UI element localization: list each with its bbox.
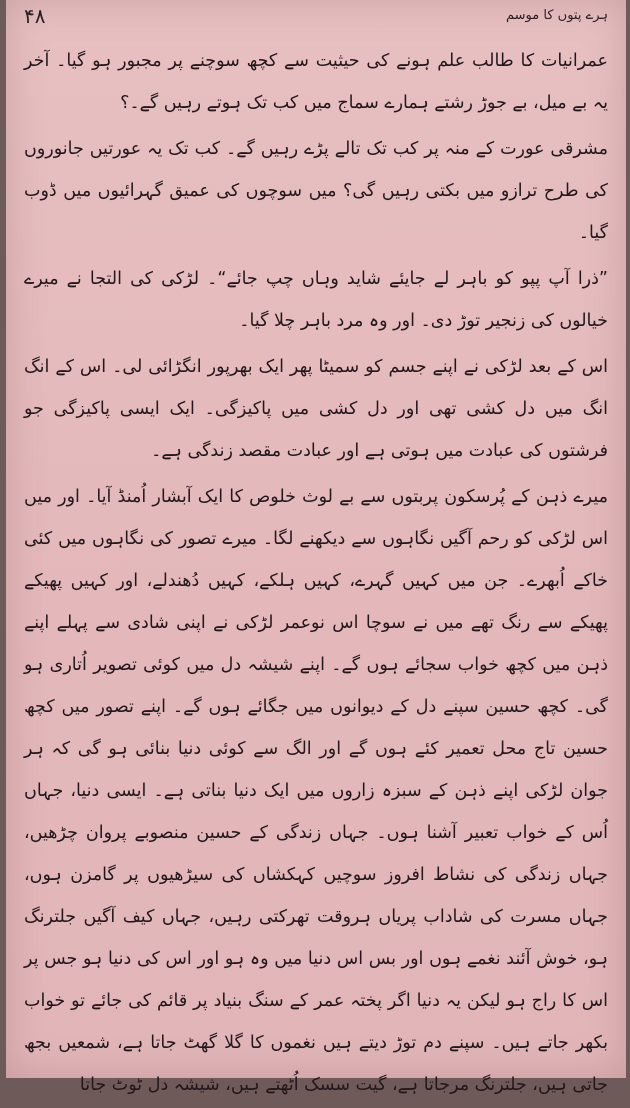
body-text: [24, 40, 608, 1108]
paragraph: ”ذرا آپ پپو کو باہر لے جایئے شاید وہاں چپ جائے“۔ لڑکی کی التجا نے میرے خیالوں کی زنجیر توڑ دی۔ اور وہ مرد باہر چلا گیا۔: [24, 269, 608, 331]
paragraph: مشرقی عورت کے منہ پر کب تک تالے پڑے رہیں گے۔ کب تک یہ عورتیں جانوروں کی طرح ترازو میں بکتی رہیں گی؟ میں سوچوں کی عمیق گہرائیوں میں ڈوب گیا۔: [24, 139, 608, 243]
paragraph: اس کے بعد لڑکی نے اپنے جسم کو سمیٹا پھر ایک بھرپور انگڑائی لی۔ اس کے انگ انگ میں دل کشی تھی اور دل کشی میں پاکیزگی۔ ایک ایسی پاکیزگی جو فرشتوں کی عبادت میں ہوتی ہے اور عبادت مقصد زندگی ہے۔: [24, 357, 608, 461]
page-header: [20, 4, 612, 30]
running-title: ہرے پتوں کا موسم: [506, 8, 608, 23]
page-number: ۴۸: [24, 4, 46, 28]
paragraph: عمرانیات کا طالب علم ہونے کی حیثیت سے کچھ سوچنے پر مجبور ہو گیا۔ آخر یہ بے میل، بے جوڑ رشتے ہمارے سماج میں کب تک ہوتے رہیں گے۔؟: [24, 51, 608, 113]
paragraph: میرے ذہن کے پُرسکون پربتوں سے بے لوث خلوص کا ایک آبشار اُمنڈ آیا۔ اور میں اس لڑکی کو رحم آگیں نگاہوں سے دیکھنے لگا۔ میرے تصور کی نگاہوں میں کئی خاکے اُبھرے۔ جن میں کہیں گہرے، کہیں ہلکے، کہیں دُھندلے، اور کہیں پھیکے پھیکے سے رنگ تھے میں نے سوچا اس نوعمر لڑکی نے اپنی شادی سے پہلے اپنے ذہن میں کچھ خواب سجائے ہوں گے۔ اپنے شیشہ دل میں کوئی تصویر اُتاری ہو گی۔ کچھ حسین سپنے دل کے دیوانوں میں جگائے ہوں گے۔ اپنے تصور میں کچھ حسین تاج محل تعمیر کئے ہوں گے اور الگ سے کوئی دنیا بنائی ہو گی کہ ہر جوان لڑکی اپنے ذہن کے سبزہ زاروں میں ایک دنیا بناتی ہے۔ ایسی دنیا، جہاں اُس کے خواب تعبیر آشنا ہوں۔ جہاں زندگی کے حسین منصوبے پروان چڑھیں، جہاں زندگی کی نشاط افروز سوچیں کہکشاں کی سیڑھیوں پر گامزن ہوں، جہاں مسرت کی شاداب پریاں ہروقت تھرکتی رہیں، جہاں کیف آگیں جلترنگ ہو، خوش آئند نغمے ہوں اور بس اس دنیا میں وہ ہو اور اس کی دنیا ہو جس پر اس کا راج ہو لیکن یہ دنیا اگر پختہ عمر کے سنگ بنیاد پر قائم کی جائے تو خواب بکھر جاتے ہیں۔ سپنے دم توڑ دیتے ہیں نغموں کا گلا گھٹ جاتا ہے، شمعیں بجھ جاتی ہیں، جلترنگ مرجاتا ہے، گیت سسک اُٹھتے ہیں، شیشہ دل ٹوٹ جاتا: [24, 487, 608, 1095]
book-page: [6, 0, 626, 1095]
